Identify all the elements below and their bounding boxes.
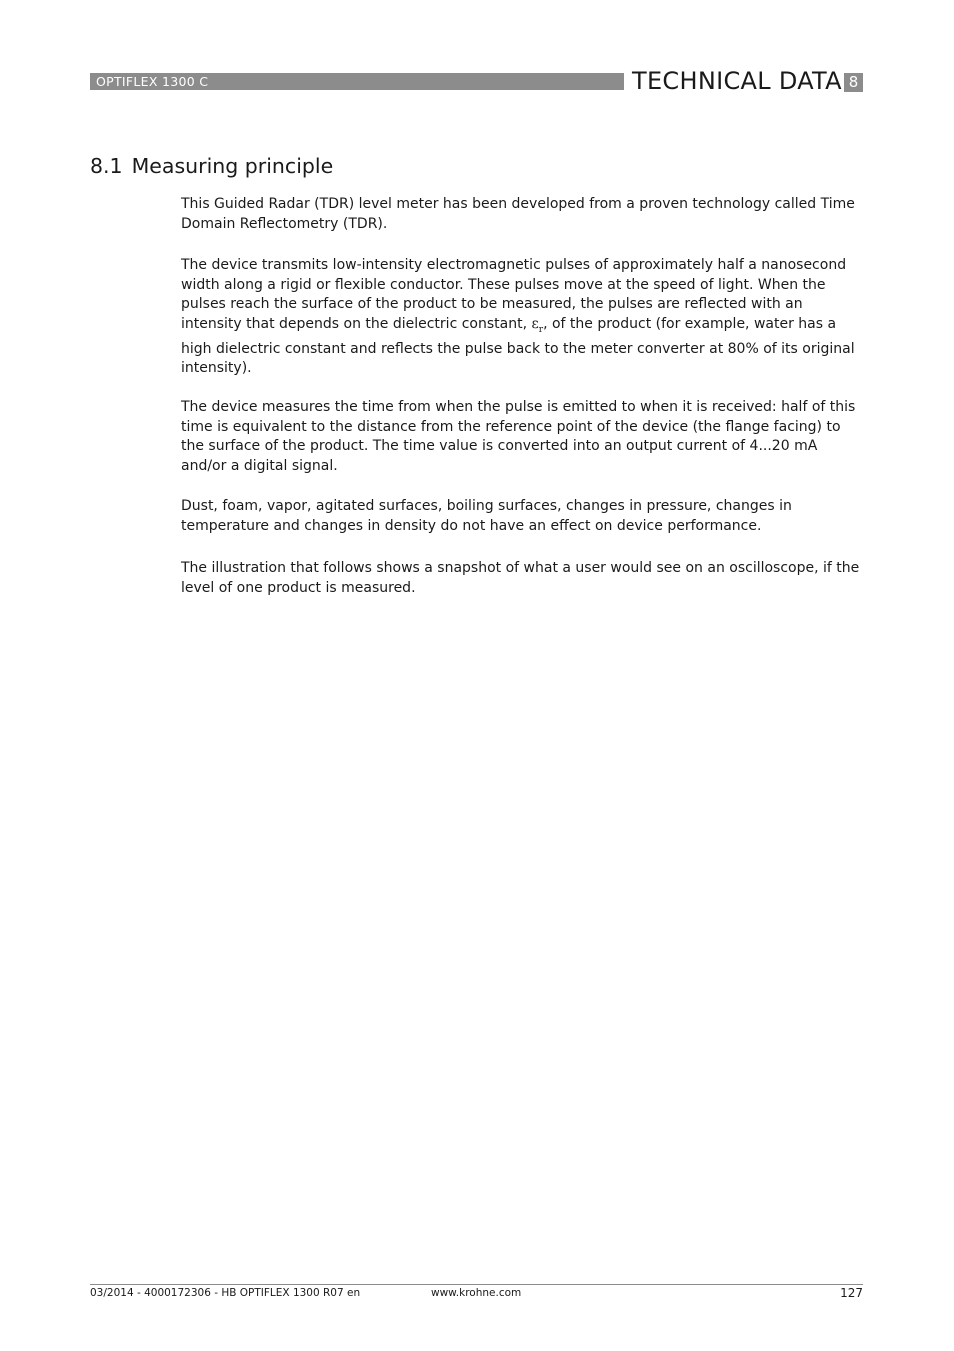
epsilon-symbol: $\varepsilon_r$ (531, 315, 544, 335)
header-product-name: OPTIFLEX 1300 C (96, 74, 209, 89)
section-number: 8.1 (90, 154, 123, 178)
paragraph-illustration-intro: The illustration that follows shows a snapshot of what a user would see on an oscilloscope, if the level of one product is measured. (181, 560, 860, 596)
chapter-number-badge: 8 (844, 73, 863, 92)
section-title: Measuring principle (131, 154, 334, 178)
footer-page-number: 127 (840, 1286, 863, 1300)
paragraph-text: , of the product (for example, water has a high dielectric constant and reflects the pulse back to the meter converter at 80% of its original intensity). (181, 315, 855, 377)
paragraph-tdr-intro: This Guided Radar (TDR) level meter has been developed from a proven technology called Time Domain Reflectometry (TDR). (181, 196, 855, 232)
paragraph-text: The device transmits low-intensity electromagnetic pulses of approximately half a nanosecond width along a rigid or flexible conductor. These pulses move at the speed of light. When the pulses reach the surface of the product to be measured, the pulses are reflected with an intensity that depends on the dielectric constant, (181, 257, 847, 332)
footer-document-id: 03/2014 - 4000172306 - HB OPTIFLEX 1300 R07 en (90, 1287, 361, 1299)
section-heading (90, 153, 333, 179)
paragraph-environmental-effects: Dust, foam, vapor, agitated surfaces, boiling surfaces, changes in pressure, changes in temperature and changes in density do not have an effect on device performance. (181, 498, 792, 534)
paragraph-pulse-transmission (181, 256, 863, 379)
footer-divider (90, 1284, 863, 1285)
header-section-title: TECHNICAL DATA (632, 67, 842, 95)
paragraph-time-measurement: The device measures the time from when the pulse is emitted to when it is received: half of this time is equivalent to the distance from the reference point of the device (the flange facing) to the surface of the product. The time value is converted into an output current of 4...20 mA and/or a digital signal. (181, 399, 856, 474)
footer-website: www.krohne.com (431, 1287, 522, 1299)
